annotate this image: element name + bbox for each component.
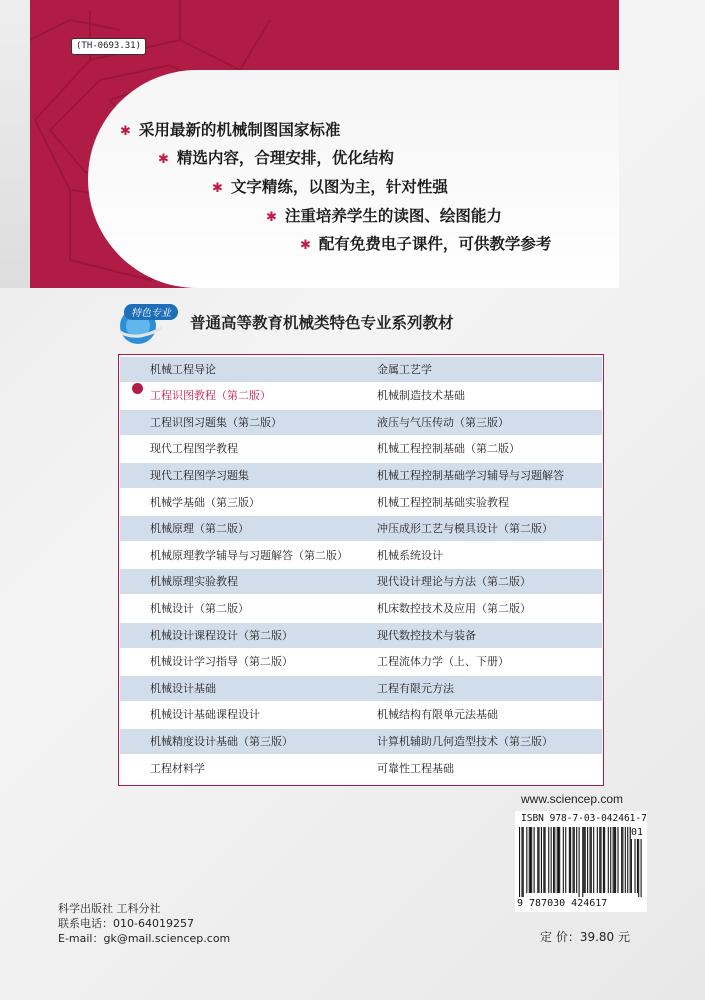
book-title: 现代工程图学习题集	[150, 468, 249, 482]
barcode-bar	[551, 827, 552, 893]
book-title: 机械设计基础课程设计	[150, 708, 260, 722]
barcode-bar	[553, 827, 554, 893]
top-left-strip	[0, 0, 30, 288]
book-title: 机械制造技术基础	[377, 389, 465, 403]
feature-bullet	[120, 119, 340, 141]
book-title: 工程识图习题集（第二版）	[150, 415, 282, 429]
barcode-bar	[627, 827, 628, 893]
book-title: 机械设计基础	[150, 681, 216, 695]
barcode-bar	[613, 827, 614, 893]
barcode-bar	[529, 827, 530, 893]
book-title: 机械工程控制基础学习辅导与习题解答	[377, 468, 564, 482]
book-row	[120, 596, 602, 621]
publisher-phone: 联系电话：010-64019257	[58, 917, 194, 930]
feature-text: 文字精练，以图为主，针对性强	[230, 178, 448, 196]
barcode-bar	[590, 827, 591, 893]
barcode-bar	[608, 827, 609, 893]
book-title: 工程识图教程（第二版）	[150, 389, 271, 403]
barcode-bar	[534, 827, 535, 893]
barcode-bar	[554, 827, 555, 893]
barcode-bar	[603, 827, 604, 893]
barcode-bar	[622, 827, 623, 893]
feature-bullet	[158, 147, 394, 169]
book-row	[120, 383, 602, 408]
barcode-bar	[583, 827, 584, 893]
barcode-bar	[625, 827, 626, 893]
book-title: 液压与气压传动（第三版）	[377, 415, 509, 429]
barcode-bar	[563, 827, 564, 893]
barcode-bar	[559, 827, 560, 893]
book-title: 机械学基础（第三版）	[150, 495, 260, 509]
barcode-bar	[519, 827, 520, 897]
book-row	[120, 436, 602, 461]
book-title: 机械精度设计基础（第三版）	[150, 734, 293, 748]
book-row	[120, 676, 602, 701]
barcode-bar	[526, 827, 527, 893]
barcode-bar	[538, 827, 539, 893]
barcode-bar	[574, 827, 575, 893]
book-title: 现代设计理论与方法（第二版）	[377, 575, 531, 589]
book-list-table	[118, 354, 604, 786]
barcode-bar	[617, 827, 618, 893]
barcode-bar	[614, 827, 615, 893]
book-title: 工程有限元方法	[377, 681, 454, 695]
publisher-name: 科学出版社 工科分社	[58, 902, 161, 915]
book-title: 机械系统设计	[377, 548, 443, 562]
isbn-text: ISBN 978-7-03-042461-7	[521, 813, 647, 824]
website-url: www.sciencep.com	[521, 792, 624, 806]
series-title: 普通高等教育机械类特色专业系列教材	[190, 313, 454, 332]
barcode-bar	[537, 827, 538, 893]
series-logo	[116, 302, 180, 346]
barcode-bar	[582, 827, 583, 897]
barcode-bar	[587, 827, 588, 893]
barcode-bar	[615, 827, 616, 893]
feature-bullet	[266, 205, 502, 227]
book-title: 机械原理教学辅导与习题解答（第二版）	[150, 548, 348, 562]
barcode-bar	[548, 827, 549, 893]
barcode-bar	[621, 827, 622, 893]
book-title: 金属工艺学	[377, 362, 432, 376]
barcode-bar	[570, 827, 571, 893]
barcode-bar	[541, 827, 542, 893]
book-title: 机械设计（第二版）	[150, 601, 249, 615]
feature-text: 配有免费电子课件，可供教学参考	[318, 235, 552, 253]
feature-bullet	[212, 176, 448, 198]
barcode-bar	[545, 827, 546, 893]
barcode-bar	[565, 827, 566, 893]
barcode-bar	[610, 827, 611, 893]
book-row	[120, 516, 602, 541]
barcode-bar	[576, 827, 577, 893]
book-row	[120, 543, 602, 568]
book-title: 机械工程控制基础实验教程	[377, 495, 509, 509]
publisher-info	[58, 901, 230, 946]
book-row	[120, 463, 602, 488]
book-row	[120, 729, 602, 754]
price: 定 价：39.80 元	[540, 930, 630, 944]
barcode-bar	[604, 827, 605, 893]
book-title: 计算机辅助几何造型技术（第三版）	[377, 734, 553, 748]
barcode-bar	[558, 827, 559, 893]
barcode-addon: 01	[630, 827, 643, 838]
asterisk-icon: ✱	[300, 238, 311, 253]
bullet-dot-icon	[132, 383, 143, 394]
feature-bullet	[300, 233, 551, 255]
asterisk-icon: ✱	[212, 181, 223, 196]
book-row	[120, 702, 602, 727]
asterisk-icon: ✱	[158, 152, 169, 167]
book-title: 机械设计学习指导（第二版）	[150, 655, 293, 669]
barcode-bar	[597, 827, 598, 893]
book-title: 现代工程图学教程	[150, 442, 238, 456]
book-title: 机床数控技术及应用（第二版）	[377, 601, 531, 615]
publisher-email: E-mail：gk@mail.sciencep.com	[58, 932, 231, 945]
barcode-bars	[519, 827, 643, 897]
book-row	[120, 649, 602, 674]
book-title: 工程材料学	[150, 761, 205, 775]
barcode-bar	[579, 827, 580, 897]
book-title: 冲压成形工艺与模具设计（第二版）	[377, 522, 553, 536]
barcode-digits: 9 787030 424617	[517, 898, 608, 909]
asterisk-icon: ✱	[120, 124, 131, 139]
book-row	[120, 569, 602, 594]
book-row	[120, 623, 602, 648]
barcode-bar	[557, 827, 558, 893]
book-title: 现代数控技术与装备	[377, 628, 476, 642]
product-code: (TH-0693.31)	[71, 38, 146, 55]
barcode	[515, 811, 647, 912]
barcode-bar	[521, 827, 522, 897]
feature-text: 采用最新的机械制图国家标准	[138, 121, 341, 139]
book-title: 机械原理实验教程	[150, 575, 238, 589]
series-logo-text: 特色专业	[131, 308, 171, 319]
book-row	[120, 410, 602, 435]
book-title: 机械工程导论	[150, 362, 216, 376]
feature-text: 精选内容，合理安排，优化结构	[176, 149, 394, 167]
book-title: 机械工程控制基础（第二版）	[377, 442, 520, 456]
barcode-bar	[591, 827, 592, 893]
book-title: 工程流体力学（上、下册）	[377, 655, 509, 669]
book-title: 机械结构有限单元法基础	[377, 708, 498, 722]
barcode-bar	[523, 827, 524, 897]
book-title: 机械设计课程设计（第二版）	[150, 628, 293, 642]
barcode-bar	[600, 827, 601, 893]
barcode-bar	[585, 827, 586, 893]
book-row	[120, 490, 602, 515]
barcode-bar	[569, 827, 570, 893]
barcode-bar	[531, 827, 532, 893]
barcode-bar	[572, 827, 573, 893]
feature-text: 注重培养学生的读图、绘图能力	[284, 207, 502, 225]
barcode-bar	[543, 827, 544, 893]
book-title: 可靠性工程基础	[377, 761, 454, 775]
asterisk-icon: ✱	[266, 210, 277, 225]
book-row	[120, 357, 602, 382]
barcode-bar	[530, 827, 531, 893]
barcode-bar	[593, 827, 594, 893]
book-title: 机械原理（第二版）	[150, 522, 249, 536]
barcode-bar	[599, 827, 600, 893]
book-row	[120, 756, 602, 781]
